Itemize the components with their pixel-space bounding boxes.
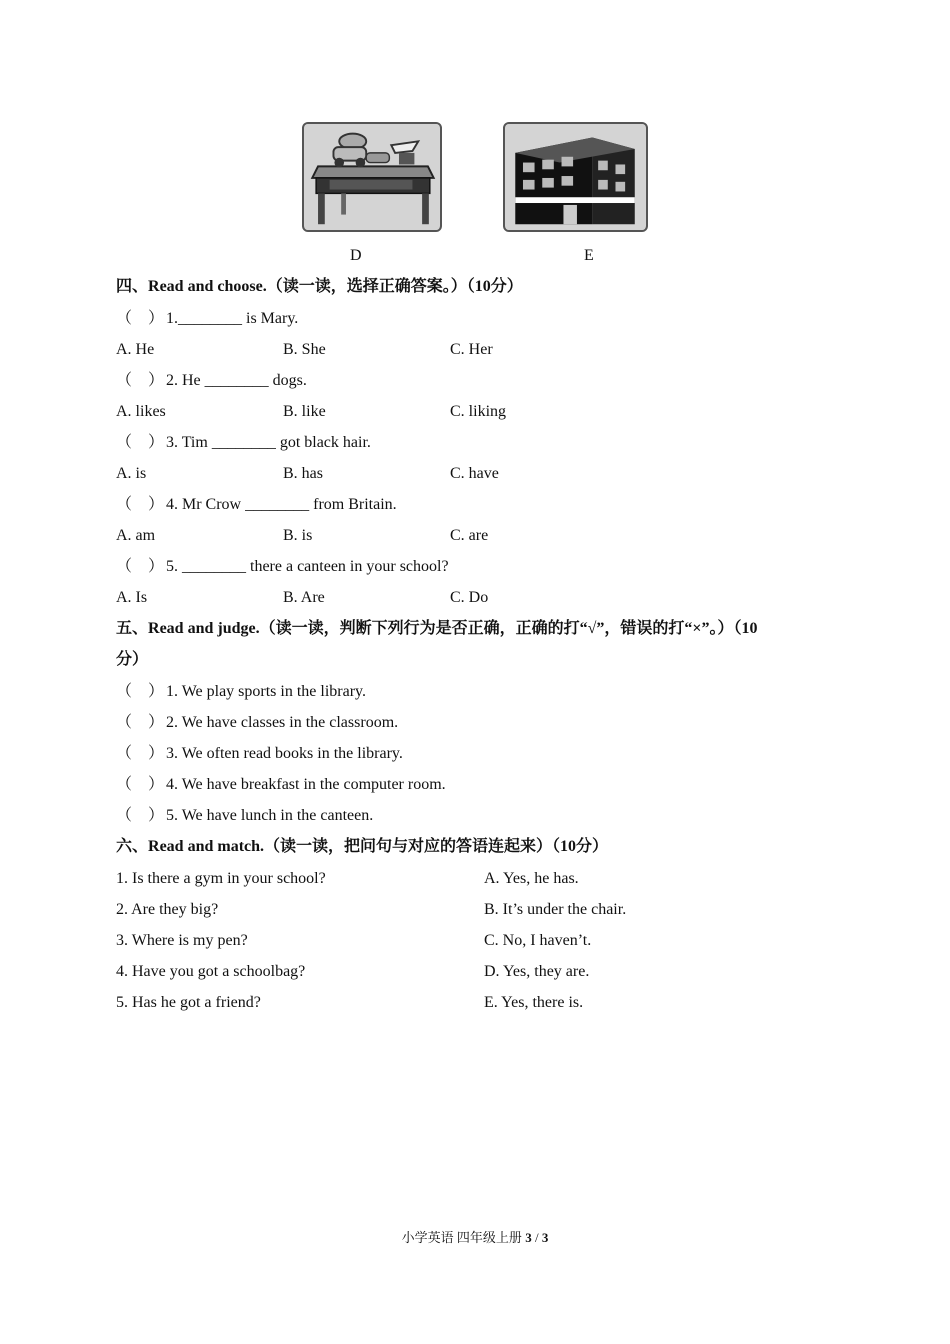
option[interactable]: C. are [450, 527, 489, 544]
picture-e-label: E [584, 247, 594, 264]
answer-paren[interactable]: （ ） [116, 807, 165, 824]
option[interactable]: C. Do [450, 589, 489, 606]
match-question[interactable]: 3. Where is my pen? [116, 932, 248, 949]
match-answer[interactable]: A. Yes, he has. [484, 870, 579, 887]
option[interactable]: A. Is [116, 589, 148, 606]
option[interactable]: A. is [116, 465, 147, 482]
option[interactable]: B. Are [283, 589, 325, 606]
q4-1: （ ） 1.________ is Mary. [116, 310, 299, 327]
option[interactable]: A. He [116, 341, 155, 358]
answer-paren[interactable]: （ ） [116, 683, 165, 700]
desk-with-toys-icon [304, 124, 440, 230]
match-answer[interactable]: D. Yes, they are. [484, 963, 590, 980]
section5-heading-cont: 分） [116, 651, 149, 668]
match-question[interactable]: 1. Is there a gym in your school? [116, 870, 326, 887]
section6-heading: 六、Read and match.（读一读，把问句与对应的答语连起来）（10分） [116, 838, 609, 855]
match-answer[interactable]: B. It’s under the chair. [484, 901, 627, 918]
answer-paren[interactable]: （ ） [116, 372, 165, 389]
section4-heading: 四、Read and choose.（读一读，选择正确答案。）（10分） [116, 278, 523, 295]
option[interactable]: B. has [283, 465, 323, 482]
picture-d-label: D [350, 247, 362, 264]
option[interactable]: C. have [450, 465, 499, 482]
match-answer[interactable]: C. No, I haven’t. [484, 932, 592, 949]
q4-2: （ ） 2. He ________ dogs. [116, 372, 307, 389]
answer-paren[interactable]: （ ） [116, 310, 165, 327]
q5-3: （ ） 3. We often read books in the library. [116, 745, 403, 762]
picture-e [503, 122, 648, 232]
answer-paren[interactable]: （ ） [116, 558, 165, 575]
answer-paren[interactable]: （ ） [116, 776, 165, 793]
school-building-icon [505, 124, 646, 230]
q5-4: （ ） 4. We have breakfast in the computer room. [116, 776, 446, 793]
option[interactable]: C. liking [450, 403, 507, 420]
option[interactable]: A. am [116, 527, 156, 544]
answer-paren[interactable]: （ ） [116, 496, 165, 513]
answer-paren[interactable]: （ ） [116, 745, 165, 762]
option[interactable]: C. Her [450, 341, 493, 358]
match-answer[interactable]: E. Yes, there is. [484, 994, 584, 1011]
q4-4: （ ） 4. Mr Crow ________ from Britain. [116, 496, 397, 513]
match-question[interactable]: 2. Are they big? [116, 901, 219, 918]
option[interactable]: B. She [283, 341, 326, 358]
q4-5: （ ） 5. ________ there a canteen in your school? [116, 558, 449, 575]
q5-1: （ ） 1. We play sports in the library. [116, 683, 367, 700]
page-footer: 小学英语 四年级上册 3 / 3 [401, 1230, 549, 1245]
match-question[interactable]: 5. Has he got a friend? [116, 994, 261, 1011]
option[interactable]: B. like [283, 403, 326, 420]
option[interactable]: B. is [283, 527, 313, 544]
answer-paren[interactable]: （ ） [116, 434, 165, 451]
section5-heading: 五、Read and judge.（读一读，判断下列行为是否正确，正确的打“√”，错误的打“×”。）（10 [116, 620, 758, 637]
option[interactable]: A. likes [116, 403, 166, 420]
q4-3: （ ） 3. Tim ________ got black hair. [116, 434, 371, 451]
answer-paren[interactable]: （ ） [116, 714, 165, 731]
picture-d [302, 122, 442, 232]
q5-2: （ ） 2. We have classes in the classroom. [116, 714, 399, 731]
q5-5: （ ） 5. We have lunch in the canteen. [116, 807, 374, 824]
match-question[interactable]: 4. Have you got a schoolbag? [116, 963, 306, 980]
